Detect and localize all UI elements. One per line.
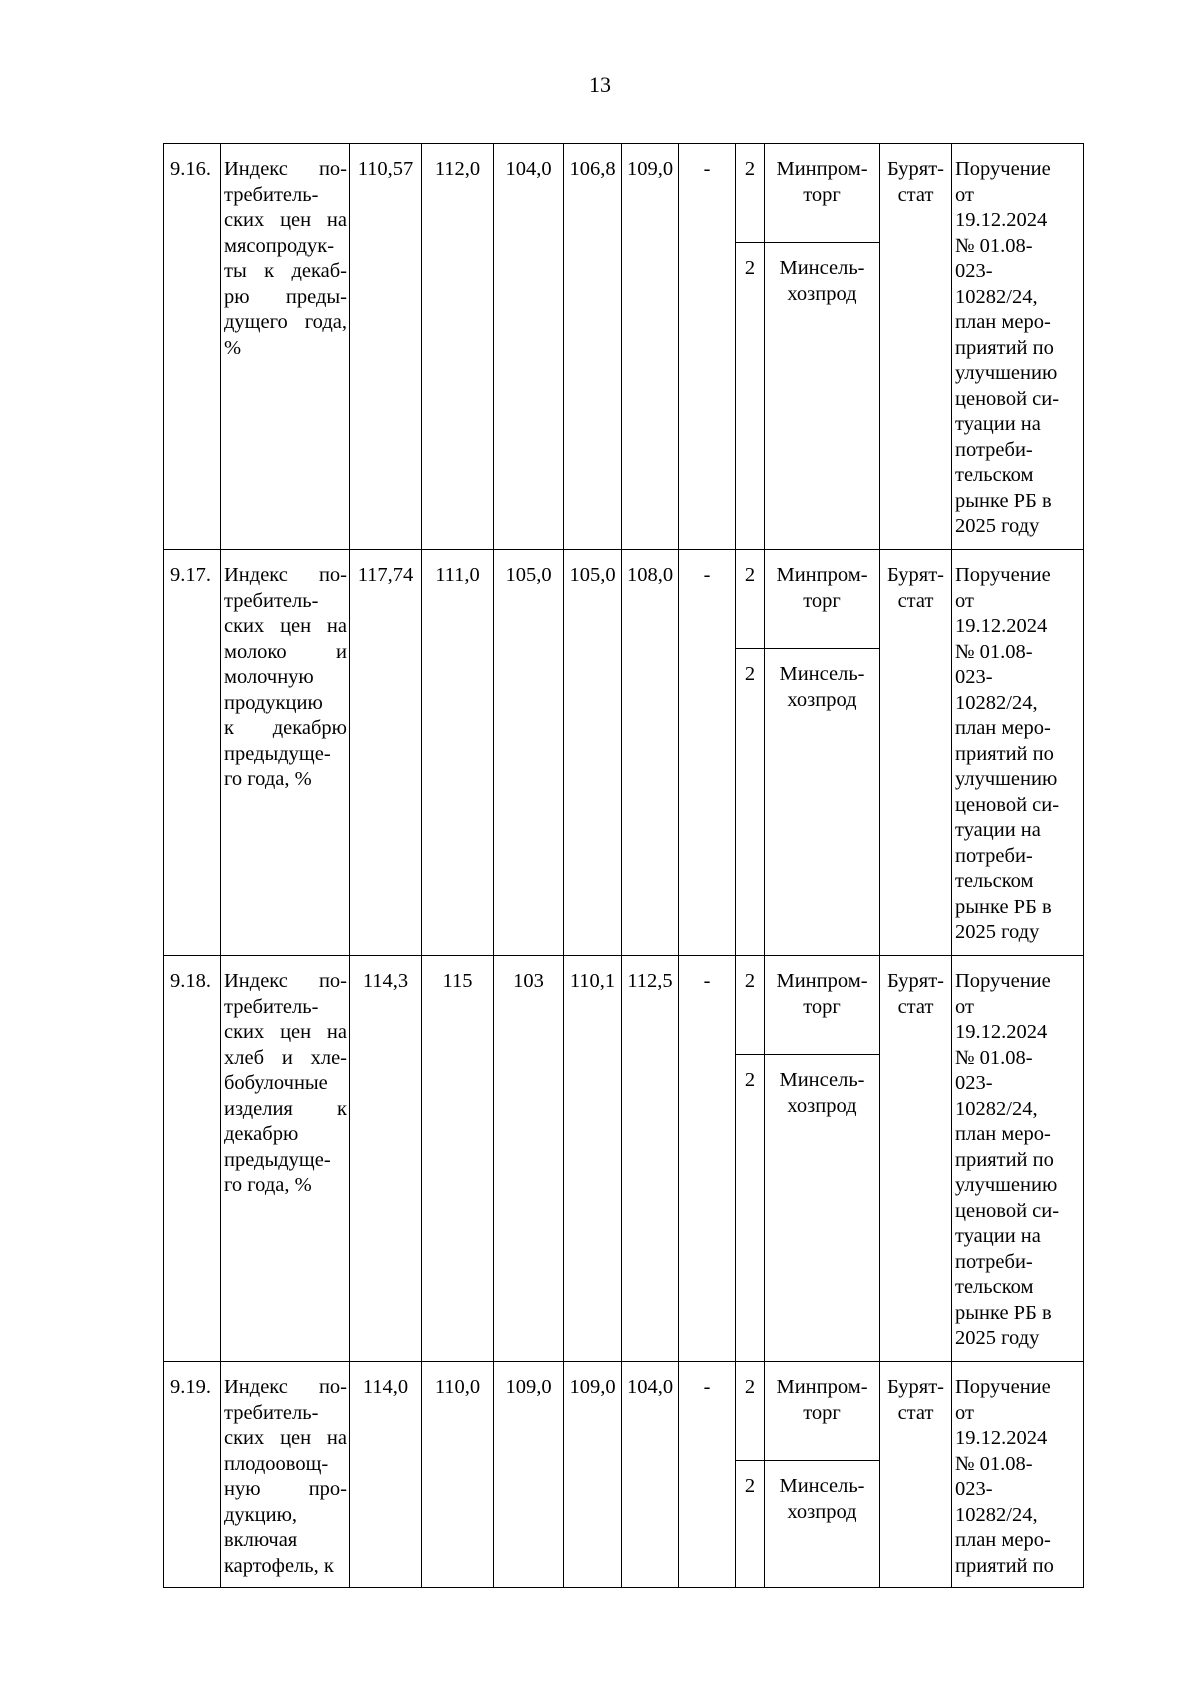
indicator-name-line: ты к декаб- [224, 260, 347, 282]
basis-line: 2025 году [955, 1327, 1040, 1349]
indicator-name-line: ских цен на [224, 1021, 347, 1043]
basis-line: улучшению [955, 768, 1058, 790]
indicator-name-line: продукцию [224, 691, 323, 714]
basis-line: тельском [955, 1276, 1034, 1298]
basis-line: приятий по [955, 742, 1054, 765]
indicator-name-line: дущего года, [224, 311, 347, 333]
basis-line: 19.12.2024 [955, 1021, 1048, 1043]
responsible-cell [765, 243, 880, 550]
responsible-line: Минпром- [776, 970, 868, 992]
indicator-name-line: требитель- [224, 995, 319, 1018]
value-cell: 109,0 [564, 1362, 622, 1588]
indicator-name-line: включая [224, 1529, 298, 1551]
basis-line: № 01.08- [955, 640, 1033, 663]
indicator-name-line: картофель, к [224, 1554, 334, 1577]
stat-source-line: стат [897, 1401, 934, 1424]
responsible-cell [765, 550, 880, 649]
responsible-line: торг [803, 1401, 841, 1424]
basis-line: потреби- [955, 438, 1033, 461]
table-row [164, 956, 1084, 1055]
priority-cell: 2 [736, 1461, 765, 1588]
basis-line: 10282/24, [955, 285, 1038, 308]
basis-line: № 01.08- [955, 1046, 1033, 1069]
basis-line: рынке РБ в [955, 895, 1052, 918]
basis-line: 19.12.2024 [955, 615, 1048, 637]
indicator-name-line: хлеб и хле- [224, 1046, 347, 1069]
basis-cell [952, 1362, 1084, 1588]
indicator-name [221, 144, 350, 550]
indicator-name-line: декабрю [224, 1123, 299, 1145]
basis-line: 10282/24, [955, 1097, 1038, 1120]
value-cell: 114,3 [350, 956, 422, 1362]
dash-cell: - [679, 144, 736, 550]
stat-source-line: стат [897, 183, 934, 206]
responsible-line: торг [803, 183, 841, 206]
row-number: 9.16. [164, 144, 221, 550]
basis-line: от [955, 995, 974, 1018]
priority-cell: 2 [736, 1055, 765, 1362]
responsible-cell [765, 144, 880, 243]
value-cell: 110,0 [422, 1362, 494, 1588]
priority-cell: 2 [736, 550, 765, 649]
stat-source-cell [880, 1362, 952, 1588]
value-cell: 110,57 [350, 144, 422, 550]
responsible-cell [765, 956, 880, 1055]
stat-source-line: Бурят- [887, 564, 944, 586]
basis-line: Поручение [955, 970, 1051, 992]
dash-cell: - [679, 1362, 736, 1588]
indicator-name-line: Индекс по- [224, 970, 347, 992]
basis-line: № 01.08- [955, 234, 1033, 257]
row-number: 9.18. [164, 956, 221, 1362]
stat-source-cell [880, 550, 952, 956]
basis-line: 023- [955, 1478, 993, 1500]
priority-cell: 2 [736, 243, 765, 550]
responsible-line: Минсель- [779, 1475, 865, 1497]
indicator-name-line: молоко и [224, 640, 347, 663]
indicator-name-line: изделия к [224, 1097, 347, 1120]
value-cell: 115 [422, 956, 494, 1362]
responsible-cell [765, 1362, 880, 1461]
value-cell: 109,0 [494, 1362, 564, 1588]
indicator-name-line: бобулочные [224, 1072, 328, 1094]
stat-source-line: Бурят- [887, 970, 944, 992]
basis-cell [952, 550, 1084, 956]
dash-cell: - [679, 956, 736, 1362]
basis-line: от [955, 589, 974, 612]
basis-line: туации на [955, 413, 1041, 435]
indicator-name-line: Индекс по- [224, 564, 347, 586]
responsible-line: хозпрод [787, 282, 857, 305]
basis-line: приятий по [955, 1554, 1054, 1577]
indicator-name-line: го года, % [224, 768, 312, 790]
indicators-table [163, 143, 1084, 1588]
indicator-name [221, 956, 350, 1362]
stat-source-cell [880, 144, 952, 550]
basis-line: план меро- [955, 1529, 1051, 1551]
basis-line: 19.12.2024 [955, 209, 1048, 231]
stat-source-line: Бурят- [887, 1376, 944, 1398]
basis-line: улучшению [955, 362, 1058, 384]
basis-line: план меро- [955, 1123, 1051, 1145]
value-cell: 110,1 [564, 956, 622, 1362]
basis-line: 023- [955, 666, 993, 688]
indicator-name-line: го года, % [224, 1174, 312, 1196]
table-body [164, 144, 1084, 1588]
indicator-name [221, 1362, 350, 1588]
basis-line: от [955, 1401, 974, 1424]
indicator-name [221, 550, 350, 956]
row-number: 9.19. [164, 1362, 221, 1588]
value-cell: 112,5 [622, 956, 679, 1362]
basis-line: план меро- [955, 717, 1051, 739]
basis-line: 10282/24, [955, 691, 1038, 714]
value-cell: 108,0 [622, 550, 679, 956]
responsible-line: Минсель- [779, 663, 865, 685]
responsible-line: Минсель- [779, 257, 865, 279]
basis-line: ценовой си- [955, 387, 1060, 410]
responsible-cell [765, 1055, 880, 1362]
basis-line: 023- [955, 1072, 993, 1094]
table-row [164, 144, 1084, 243]
indicator-name-line: ную про- [224, 1478, 347, 1500]
basis-line: ценовой си- [955, 793, 1060, 816]
value-cell: 112,0 [422, 144, 494, 550]
indicator-name-line: предыдуще- [224, 742, 331, 765]
basis-line: ценовой си- [955, 1199, 1060, 1222]
basis-cell [952, 144, 1084, 550]
priority-cell: 2 [736, 1362, 765, 1461]
priority-cell: 2 [736, 144, 765, 243]
indicator-name-line: требитель- [224, 589, 319, 612]
value-cell: 114,0 [350, 1362, 422, 1588]
basis-line: 10282/24, [955, 1503, 1038, 1526]
indicator-name-line: Индекс по- [224, 1376, 347, 1398]
responsible-line: Минсель- [779, 1069, 865, 1091]
basis-line: 2025 году [955, 921, 1040, 943]
value-cell: 109,0 [622, 144, 679, 550]
basis-line: приятий по [955, 336, 1054, 359]
basis-line: 023- [955, 260, 993, 282]
row-number: 9.17. [164, 550, 221, 956]
responsible-line: Минпром- [776, 564, 868, 586]
basis-line: туации на [955, 819, 1041, 841]
basis-line: рынке РБ в [955, 1301, 1052, 1324]
basis-line: приятий по [955, 1148, 1054, 1171]
page-number: 13 [589, 72, 611, 97]
dash-cell: - [679, 550, 736, 956]
responsible-line: торг [803, 995, 841, 1018]
indicator-name-line: ских цен на [224, 209, 347, 231]
value-cell: 106,8 [564, 144, 622, 550]
responsible-line: хозпрод [787, 1500, 857, 1523]
responsible-line: Минпром- [776, 158, 868, 180]
indicator-name-line: дукцию, [224, 1503, 298, 1526]
table-row [164, 1362, 1084, 1461]
responsible-line: Минпром- [776, 1376, 868, 1398]
priority-cell: 2 [736, 649, 765, 956]
indicator-name-line: % [224, 336, 242, 359]
value-cell: 117,74 [350, 550, 422, 956]
basis-line: потреби- [955, 1250, 1033, 1273]
basis-line: 2025 году [955, 515, 1040, 537]
stat-source-line: стат [897, 995, 934, 1018]
value-cell: 105,0 [494, 550, 564, 956]
priority-cell: 2 [736, 956, 765, 1055]
responsible-line: хозпрод [787, 1094, 857, 1117]
basis-line: туации на [955, 1225, 1041, 1247]
indicator-name-line: требитель- [224, 1401, 319, 1424]
basis-line: от [955, 183, 974, 206]
indicator-name-line: молочную [224, 666, 314, 688]
value-cell: 103 [494, 956, 564, 1362]
indicator-name-line: рю преды- [224, 285, 347, 308]
stat-source-cell [880, 956, 952, 1362]
basis-line: 19.12.2024 [955, 1427, 1048, 1449]
basis-line: Поручение [955, 1376, 1051, 1398]
indicator-name-line: мясопродук- [224, 234, 335, 257]
basis-line: тельском [955, 464, 1034, 486]
indicator-name-line: предыдуще- [224, 1148, 331, 1171]
basis-line: Поручение [955, 564, 1051, 586]
responsible-line: торг [803, 589, 841, 612]
basis-line: тельском [955, 870, 1034, 892]
responsible-line: хозпрод [787, 688, 857, 711]
responsible-cell [765, 1461, 880, 1588]
basis-line: улучшению [955, 1174, 1058, 1196]
stat-source-line: стат [897, 589, 934, 612]
value-cell: 111,0 [422, 550, 494, 956]
indicator-name-line: к декабрю [224, 717, 347, 739]
value-cell: 104,0 [494, 144, 564, 550]
basis-line: № 01.08- [955, 1452, 1033, 1475]
basis-line: Поручение [955, 158, 1051, 180]
value-cell: 104,0 [622, 1362, 679, 1588]
indicator-name-line: ских цен на [224, 615, 347, 637]
indicator-name-line: Индекс по- [224, 158, 347, 180]
value-cell: 105,0 [564, 550, 622, 956]
basis-line: рынке РБ в [955, 489, 1052, 512]
indicator-name-line: плодоовощ- [224, 1452, 329, 1475]
stat-source-line: Бурят- [887, 158, 944, 180]
responsible-cell [765, 649, 880, 956]
basis-line: потреби- [955, 844, 1033, 867]
basis-cell [952, 956, 1084, 1362]
indicator-name-line: требитель- [224, 183, 319, 206]
table-row [164, 550, 1084, 649]
basis-line: план меро- [955, 311, 1051, 333]
indicator-name-line: ских цен на [224, 1427, 347, 1449]
